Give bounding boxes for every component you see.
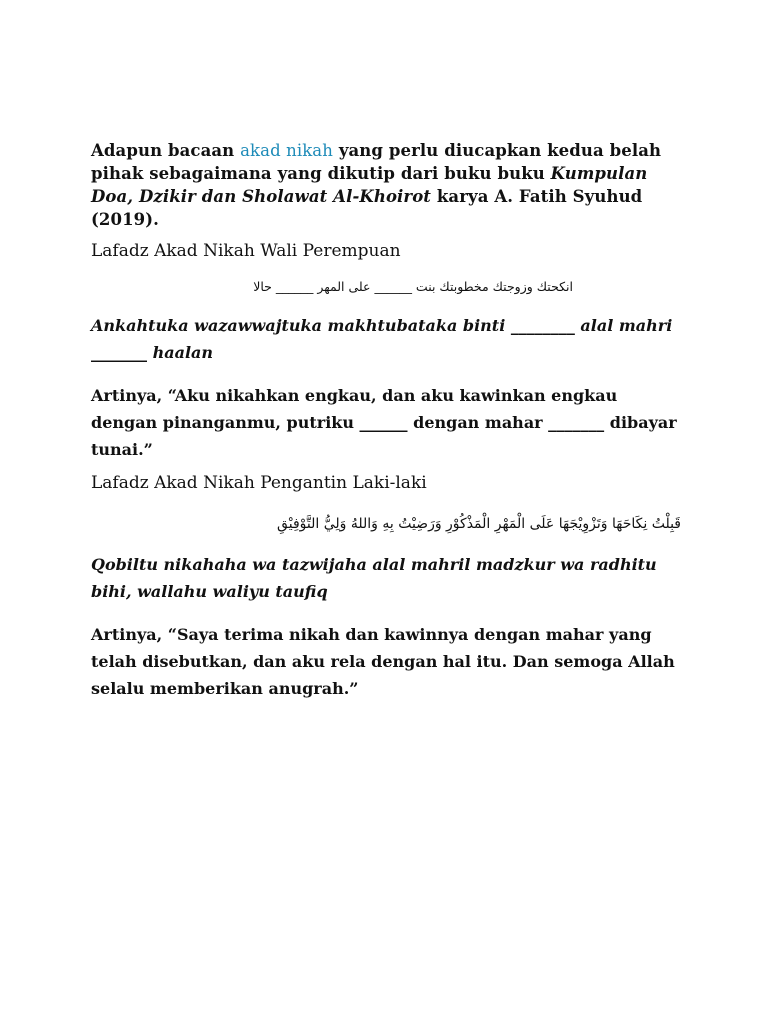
meaning-wali: Artinya, “Aku nikahkan engkau, dan aku kawinkan engkau dengan pinanganmu, putriku ______ dengan mahar _______ dibayar tunai.”: [91, 386, 677, 459]
transliteration-pengantin: Qobiltu nikahaha wa tazwijaha alal mahril madzkur wa radhitu bihi, wallahu waliyu taufiq: [91, 555, 657, 601]
arabic-lafadz-pengantin: قَبِلْتُ نِكَاحَهَا وَتَزْوِيْجَهَا عَلَى الْمَهْرِ الْمَذْكُوْرِ وَرَضِيْتُ بِهِ وَاللهُ وَلِيُّ التَّوْفِيْقِ: [277, 516, 681, 532]
intro-text-4: .: [153, 210, 159, 229]
heading-pengantin-laki-laki: Lafadz Akad Nikah Pengantin Laki-laki: [91, 473, 427, 493]
meaning-pengantin: Artinya, “Saya terima nikah dan kawinnya dengan mahar yang telah disebutkan, dan aku rela dengan hal itu. Dan semoga Allah selalu memberikan anugrah.”: [91, 625, 675, 698]
article-body: [91, 139, 681, 702]
akad-nikah-link[interactable]: akad nikah: [240, 141, 333, 160]
heading-wali-perempuan: Lafadz Akad Nikah Wali Perempuan: [91, 241, 401, 261]
arabic-lafadz-wali: انكحتك وزوجتك مخطوبتك بنت ______ على المهر ______ حالا: [253, 279, 573, 294]
transliteration-wali: Ankahtuka wazawwajtuka makhtubataka binti ________ alal mahri _______ haalan: [91, 316, 673, 362]
intro-text-2: yang perlu diucapkan kedua belah pihak sebagaimana yang dikutip dari buku buku: [91, 141, 662, 183]
intro-text-1: Adapun bacaan: [91, 141, 241, 160]
intro-paragraph: [91, 139, 681, 231]
book-author: A. Fatih Syuhud (2019): [91, 187, 643, 229]
intro-text-3: karya: [431, 187, 495, 206]
book-title: Kumpulan Doa, Dzikir dan Sholawat Al-Khoirot: [91, 164, 648, 206]
